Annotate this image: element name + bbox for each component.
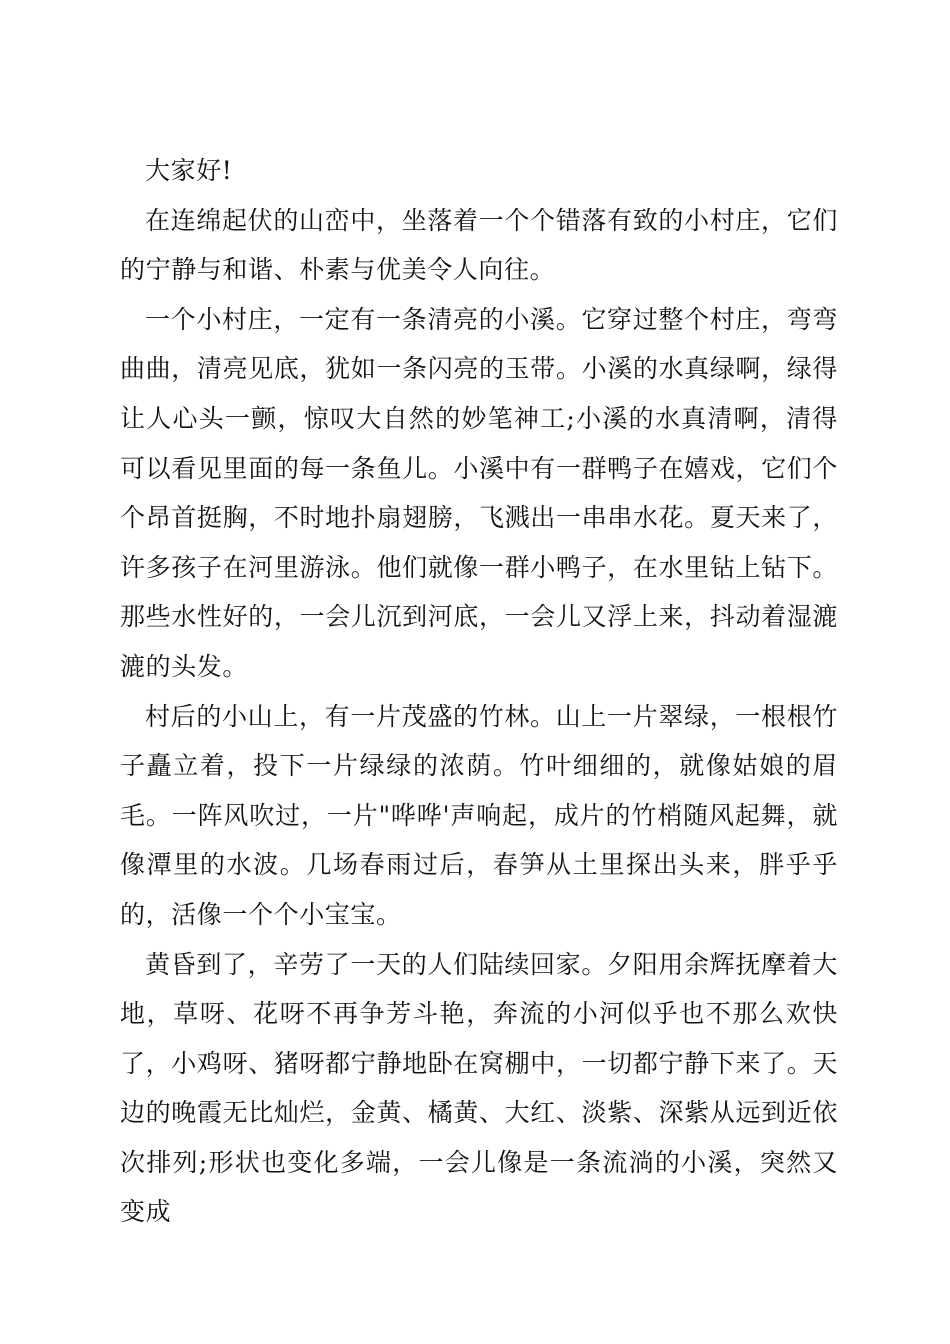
paragraph-dusk: 黄昏到了，辛劳了一天的人们陆续回家。夕阳用余辉抚摩着大地，草呀、花呀不再争芳斗艳，奔流的小河似乎也不那么欢快了，小鸡呀、猪呀都宁静地卧在窝棚中，一切都宁静下来了。天边的晚霞无比灿烂，金黄、橘黄、大红、淡紫、深紫从远到近依次排列;形状也变化多端，一会儿像是一条流淌的小溪，突然又变成 — [120, 949, 838, 1227]
paragraph-greeting: 大家好! — [145, 156, 233, 185]
paragraph-stream: 一个小村庄，一定有一条清亮的小溪。它穿过整个村庄，弯弯曲曲，清亮见底，犹如一条闪亮的玉带。小溪的水真绿啊，绿得让人心头一颤，惊叹大自然的妙笔神工;小溪的水真清啊，清得可以看见里面的每一条鱼儿。小溪中有一群鸭子在嬉戏，它们个个昂首挺胸，不时地扑扇翅膀，飞溅出一串串水花。夏天来了，许多孩子在河里游泳。他们就像一群小鸭子，在水里钻上钻下。那些水性好的，一会儿沉到河底，一会儿又浮上来，抖动着湿漉漉的头发。 — [120, 304, 838, 681]
paragraph-bamboo: 村后的小山上，有一片茂盛的竹林。山上一片翠绿，一根根竹子矗立着，投下一片绿绿的浓荫。竹叶细细的，就像姑娘的眉毛。一阵风吹过，一片"哗哗'声响起，成片的竹梢随风起舞，就像潭里的水波。几场春雨过后，春笋从土里探出头来，胖乎乎的，活像一个个小宝宝。 — [120, 701, 838, 929]
document-body — [120, 146, 838, 1237]
paragraph-villages: 在连绵起伏的山峦中，坐落着一个个错落有致的小村庄，它们的宁静与和谐、朴素与优美令人向往。 — [120, 205, 838, 285]
